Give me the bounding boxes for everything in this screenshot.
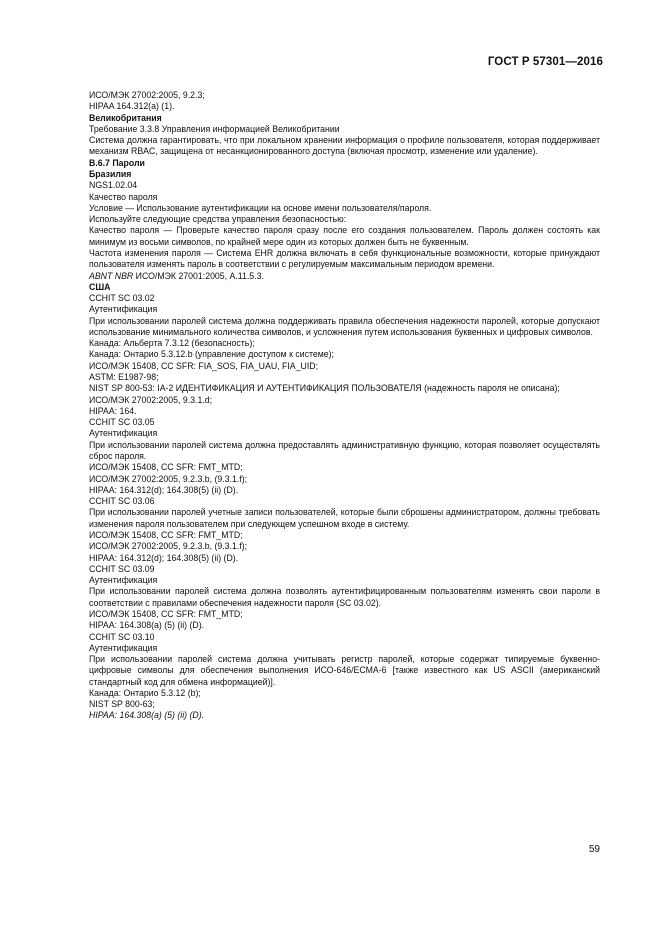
text-line: Используйте следующие средства управления безопасностью: (89, 214, 347, 225)
page-number: 59 (588, 844, 600, 855)
text-line: NGS1.02.04 (89, 180, 138, 191)
text-line: ИСО/МЭК 27002:2005, 9.3.1.d; (89, 394, 213, 405)
paragraph: При использовании паролей система должна поддерживать правила обеспечения надежности паролей, которые допускают использование минимального количества символов, и усложнения путем использования буквенных и цифровых символов. (89, 315, 600, 337)
text-line: HIPAA 164.312(a) (1). (89, 101, 175, 112)
paragraph: NIST SP 800-53: IA-2 ИДЕНТИФИКАЦИЯ И АУТЕНТИФИКАЦИЯ ПОЛЬЗОВАТЕЛЯ (надежность пароля не описана); (89, 383, 560, 394)
reference-line (89, 271, 600, 282)
text-line: Аутентификация (89, 428, 158, 439)
paragraph: При использовании паролей учетные записи пользователей, которые были сброшены администратором, должны требовать изменения пароля пользователем при следующем успешном входе в систему. (89, 507, 600, 529)
paragraph: При использовании паролей система должна учитывать регистр паролей, которые содержат типируемые буквенно-цифровые символы для обеспечения выполнения ИСО-646/ЕСМА-6 [также известного как US ASCII (американский стандартный код для обмена информацией)]. (89, 654, 600, 687)
text-line: ИСО/МЭК 15408, CC SFR: FMT_MTD; (89, 529, 243, 540)
text-line: Канада: Альберта 7.3.12 (безопасность); (89, 338, 255, 349)
paragraph: Система должна гарантировать, что при локальном хранении информация о профиле пользователя, которая поддерживает механизм RBAC, защищена от несанкционированного доступа (включая просмотр, изменение или удаление). (89, 135, 600, 157)
section-heading: Великобритания (89, 112, 162, 123)
document-id: ГОСТ Р 57301—2016 (487, 56, 603, 68)
paragraph: При использовании паролей система должна предоставлять административную функцию, которая позволяет осуществлять сброс пароля. (89, 439, 600, 461)
text-line: HIPAA: 164. (89, 405, 137, 416)
text-line: CCHIT SC 03.10 (89, 631, 155, 642)
text-line: NIST SP 800-63; (89, 699, 155, 710)
text-line: ИСО/МЭК 27002:2005, 9.2.3.b, (9.3.1.f); (89, 541, 248, 552)
text-line: ИСО/МЭК 27002:2005, 9.2.3.b, (9.3.1.f); (89, 473, 248, 484)
text-line: HIPAA: 164.308(a) (5) (ii) (D). (89, 710, 205, 721)
text-line: ИСО/МЭК 15408, CC SFR: FIA_SOS, FIA_UAU, FIA_UID; (89, 360, 318, 371)
text-line: Требование 3.3.8 Управления информацией Великобритании (89, 123, 340, 134)
section-heading: США (89, 281, 111, 292)
text-line: Аутентификация (89, 642, 158, 653)
text-line: Качество пароля (89, 191, 158, 202)
text-line: HIPAA: 164.312(d); 164.308(5) (ii) (D). (89, 552, 239, 563)
document-body (89, 90, 600, 722)
section-heading: В.6.7 Пароли (89, 157, 145, 168)
text-line: HIPAA: 164.308(a) (5) (ii) (D). (89, 620, 205, 631)
paragraph: Частота изменения пароля — Система EHR должна включать в себя функциональные возможности, которые принуждают пользователя изменять пароль в соответствии с регулируемым максимальным периодом времени. (89, 247, 600, 270)
text-line: ИСО/МЭК 15408, CC SFR: FMT_MTD; (89, 462, 243, 473)
reference-prefix: ABNT NBR (89, 270, 134, 281)
text-line: ИСО/МЭК 27002:2005, 9.2.3; (89, 90, 205, 100)
text-line: ИСО/МЭК 15408, CC SFR: FMT_MTD; (89, 608, 243, 619)
reference-rest: ИСО/МЭК 27001:2005, А.11.5.3. (133, 270, 264, 281)
text-line: CCHIT SC 03.06 (89, 496, 155, 507)
section-heading: Бразилия (89, 168, 132, 179)
paragraph: Качество пароля — Проверьте качество пароля сразу после его создания пользователем. Пароль должен состоять как минимум из восьми символов, по крайней мере один из которых должен быть не буквенным. (89, 225, 600, 247)
text-line: Аутентификация (89, 304, 158, 315)
paragraph: При использовании паролей система должна позволять аутентифицированным пользователям изменять свои пароли в соответствии с правилами обеспечения надежности пароля (SC 03.02). (89, 586, 600, 608)
text-line: CCHIT SC 03.05 (89, 417, 155, 428)
text-line: ASTM: E1987-98; (89, 372, 159, 383)
text-line: Канада: Онтарио 5.3.12 (b); (89, 687, 201, 698)
text-line: CCHIT SC 03.09 (89, 563, 155, 574)
text-line: HIPAA: 164.312(d); 164.308(5) (ii) (D). (89, 484, 239, 495)
text-line: Канада: Онтарио 5.3.12.b (управление доступом к системе); (89, 349, 334, 360)
text-line: Условие — Использование аутентификации на основе имени пользователя/пароля. (89, 202, 432, 213)
text-line: Аутентификация (89, 575, 158, 586)
text-line: CCHIT SC 03.02 (89, 293, 155, 304)
